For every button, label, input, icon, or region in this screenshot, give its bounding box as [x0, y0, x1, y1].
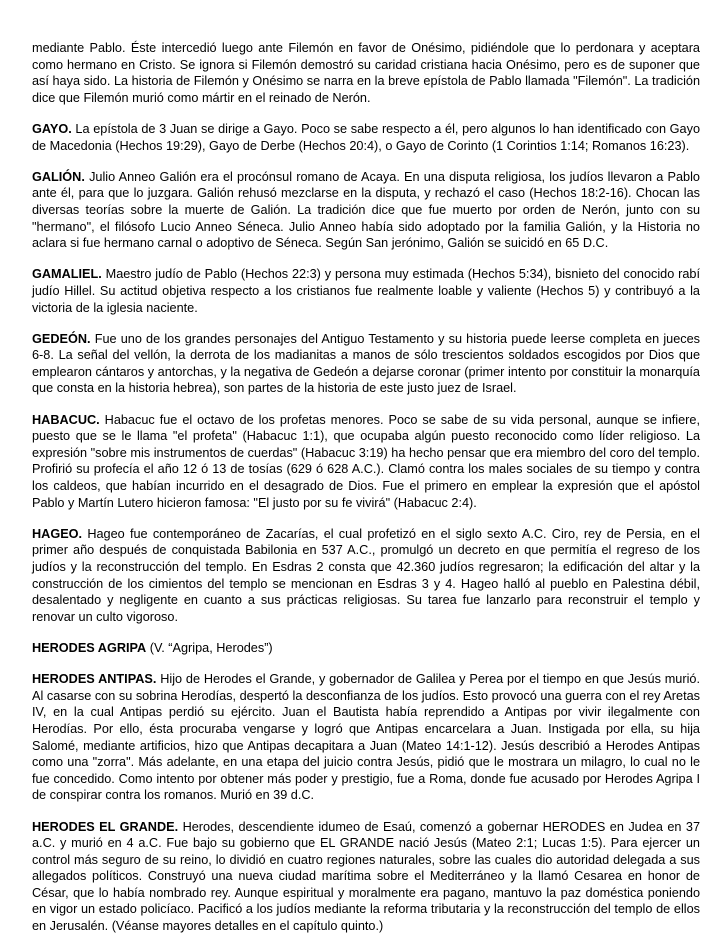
entry-text: Habacuc fue el octavo de los profetas menores. Poco se sabe de su vida personal, aunque se infiere, puesto que se le llama "el profeta" (Habacuc 1:1), que ocupaba algún puesto reconocido como líder religioso. La expresión "sobre mis instrumentos de cuerdas" (Habacuc 3:19) ha hecho pensar que era miembro del coro del templo. Profirió su profecía el año 12 ó 13 de tosías (629 ó 628 A.C.). Clamó contra los males sociales de su tiempo y contra los caldeos, que habían incurrido en el desagrado de Dios. Fue el primero en emplear la expresión que el apóstol Pablo y Martín Lutero hicieron famosa: "El justo por su fe vivirá" (Habacuc 2:4).	[32, 412, 700, 510]
entry-text: Hageo fue contemporáneo de Zacarías, el cual profetizó en el siglo sexto A.C. Ciro, rey de Persia, en el primer año después de conquistada Babilonia en 537 A.C., promulgó un decreto en que permitía el regreso de los judíos y la reconstrucción del templo. En Esdras 2 consta que 42.360 judíos regresaron; la edificación del altar y la construcción de los cimientos del templo se mencionan en Esdras 3 y 4. Hageo halló al pueblo en Palestina débil, desalentado y negligente en cuanto a sus prácticas religiosas. Su tarea fue lanzarlo para reconstruir el templo y renovar un culto vigoroso.	[32, 526, 701, 624]
entry-gedeon	[32, 331, 700, 397]
entry-text: Hijo de Herodes el Grande, y gobernador de Galilea y Perea por el tiempo en que Jesús murió. Al casarse con su sobrina Herodías, despertó la desconfianza de los judíos. Esto provocó una guerra con el rey Aretas IV, en la cual Antipas perdió su ejército. Juan el Bautista había reprendido a Antipas por vivir ilegalmente con Herodías. Por ello, ésta procuraba vengarse y logró que Antipas encarcelara a Juan. Instigada por ella, su hija Salomé, mediante artificios, hizo que Antipas decapitara a Juan (Mateo 14:1-12). Jesús describió a Herodes Antipas como una "zorra". Más adelante, en una etapa del juicio contra Jesús, pidió que le mostrara un milagro, lo cual no le fue concedido. Como intento por obtener más poder y prestigio, fue a Roma, donde fue acusado por Herodes Agripa I de conspirar contra los romanos. Murió en 39 d.C.	[32, 672, 700, 803]
entry-text: Maestro judío de Pablo (Hechos 22:3) y persona muy estimada (Hechos 5:34), bisnieto del conocido rabí judío Hillel. Su actitud objetiva respecto a los cristianos fue realmente loable y valiente (Hechos 5) y contribuyó a la victoria de la iglesia naciente.	[32, 267, 700, 315]
entry-term: GALIÓN.	[32, 169, 85, 184]
entry-term: HAGEO.	[32, 526, 83, 541]
entry-text: Julio Anneo Galión era el procónsul romano de Acaya. En una disputa religiosa, los judíos llevaron a Pablo ante él, para que lo juzgara. Galión rehusó mezclarse en la disputa, y rechazó el caso (Hechos 18:2-16). Chocan las diversas teorías sobre la muerte de Galión. La tradición dice que fue muerto por orden de Nerón, junto con su "hermano", el filósofo Lucio Anneo Séneca. Julio Anneo había sido adoptado por la familia Galión, y la Historia no aclara si fue hermano carnal o adoptivo de Séneca. Según San jerónimo, Galión se suicidó en 65 D.C.	[32, 169, 700, 251]
entry-text: Herodes, descendiente idumeo de Esaú, comenzó a gobernar HERODES en Judea en 37 a.C. y murió en 4 a.C. Fue bajo su gobierno que EL GRANDE nació Jesús (Mateo 2:1; Lucas 1:5). Para ejercer un control más seguro de su reino, lo dividió en cuatro regiones naturales, sobre las cuales dio autoridad delegada a sus allegados políticos. Construyó una nueva ciudad marítima sobre el Mediterráneo y la llamó Cesarea en honor de César, que lo había nombrado rey. Aunque espiritual y moralmente era pagano, mantuvo la paz doméstica poniendo en vigor un estado policíaco. Pacificó a los judíos mediante la reforma tributaria y la reconstrucción del templo de ellos en Jerusalén. (Véanse mayores detalles en el capítulo quinto.)	[32, 819, 700, 934]
entry-text: La epístola de 3 Juan se dirige a Gayo. Poco se sabe respecto a él, pero algunos lo han identificado con Gayo de Macedonia (Hechos 19:29), Gayo de Derbe (Hechos 20:4), o Gayo de Corinto (1 Corintios 1:14; Romanos 16:23).	[32, 121, 701, 153]
entry-herodes-el-grande	[32, 819, 700, 935]
entry-text: mediante Pablo. Éste intercedió luego ante Filemón en favor de Onésimo, pidiéndole que lo perdonara y aceptara como hermano en Cristo. Se ignora si Filemón demostró su caridad cristiana hacia Onésimo, pero es de suponer que así haya sido. La historia de Filemón y Onésimo se narra en la breve epístola de Pablo llamada "Filemón". La tradición dice que Filemón murió como mártir en el reinado de Nerón.	[32, 41, 700, 105]
entry-gayo	[32, 121, 700, 154]
entry-gamaliel	[32, 266, 700, 316]
entry-hageo	[32, 526, 700, 626]
entry-term: HERODES EL GRANDE.	[32, 819, 179, 834]
entry-habacuc	[32, 412, 700, 512]
entry-text: (V. “Agripa, Herodes”)	[146, 640, 273, 655]
entry-term: GAYO.	[32, 121, 72, 136]
entry-term: HERODES AGRIPA	[32, 640, 147, 655]
entry-galion	[32, 169, 700, 252]
entry-term: HABACUC.	[32, 412, 100, 427]
entry-herodes-agripa	[32, 640, 700, 657]
entry-herodes-antipas	[32, 671, 700, 804]
entry-term: GEDEÓN.	[32, 331, 91, 346]
entry-term: HERODES ANTIPAS.	[32, 672, 157, 687]
document-page	[32, 40, 700, 949]
entry-filemon-continued	[32, 40, 700, 106]
entry-term: GAMALIEL.	[32, 267, 102, 282]
entry-text: Fue uno de los grandes personajes del Antiguo Testamento y su historia puede leerse completa en jueces 6-8. La señal del vellón, la derrota de los madianitas a manos de sólo trescientos soldados escogidos por Dios que emplearon cántaros y antorchas, y la negativa de Gedeón a dejarse coronar (primer intento por constituir la monarquía que consta en la historia hebrea), son partes de la historia de este justo juez de Israel.	[32, 331, 700, 396]
